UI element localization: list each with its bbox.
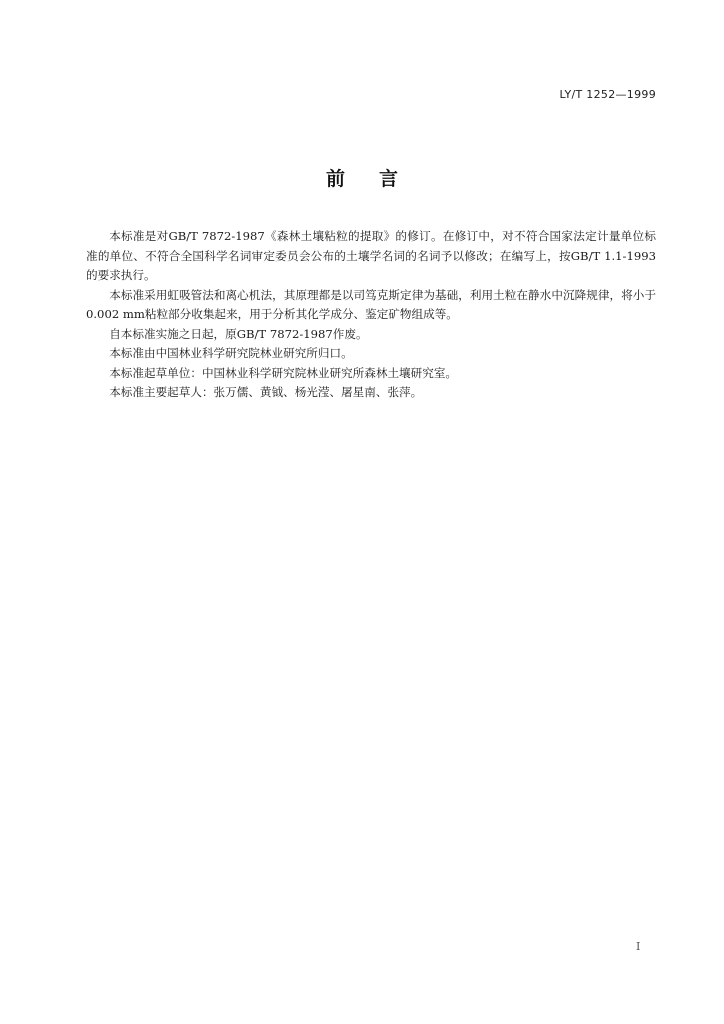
paragraph-drafters: 本标准主要起草人：张万儒、黄钺、杨光滢、屠星南、张萍。	[109, 385, 423, 399]
page-title	[0, 164, 724, 191]
title-char-1: 前	[325, 168, 345, 190]
paragraph-method: 本标准采用虹吸管法和离心机法，其原理都是以司笃克斯定律为基础，利用土粒在静水中沉降规律，将小于0.002 mm粘粒部分收集起来，用于分析其化学成分、鉴定矿物组成等。	[86, 287, 656, 321]
paragraph-revision: 本标准是对GB/T 7872-1987《森林土壤粘粒的提取》的修订。在修订中，对不符合国家法定计量单位标准的单位、不符合全国科学名词审定委员会公布的土壤学名词的名词予以修改；在编写上，按GB/T 1.1-1993的要求执行。	[86, 229, 656, 282]
standard-code: LY/T 1252—1999	[559, 88, 656, 101]
foreword-body	[86, 227, 656, 403]
paragraph-administration: 本标准由中国林业科学研究院林业研究所归口。	[109, 346, 353, 360]
paragraph-supersede: 自本标准实施之日起，原GB/T 7872-1987作废。	[109, 326, 368, 341]
paragraph-drafting-unit: 本标准起草单位：中国林业科学研究院林业研究所森林土壤研究室。	[109, 365, 458, 380]
title-char-2: 言	[379, 168, 399, 190]
page-number: I	[636, 940, 641, 953]
